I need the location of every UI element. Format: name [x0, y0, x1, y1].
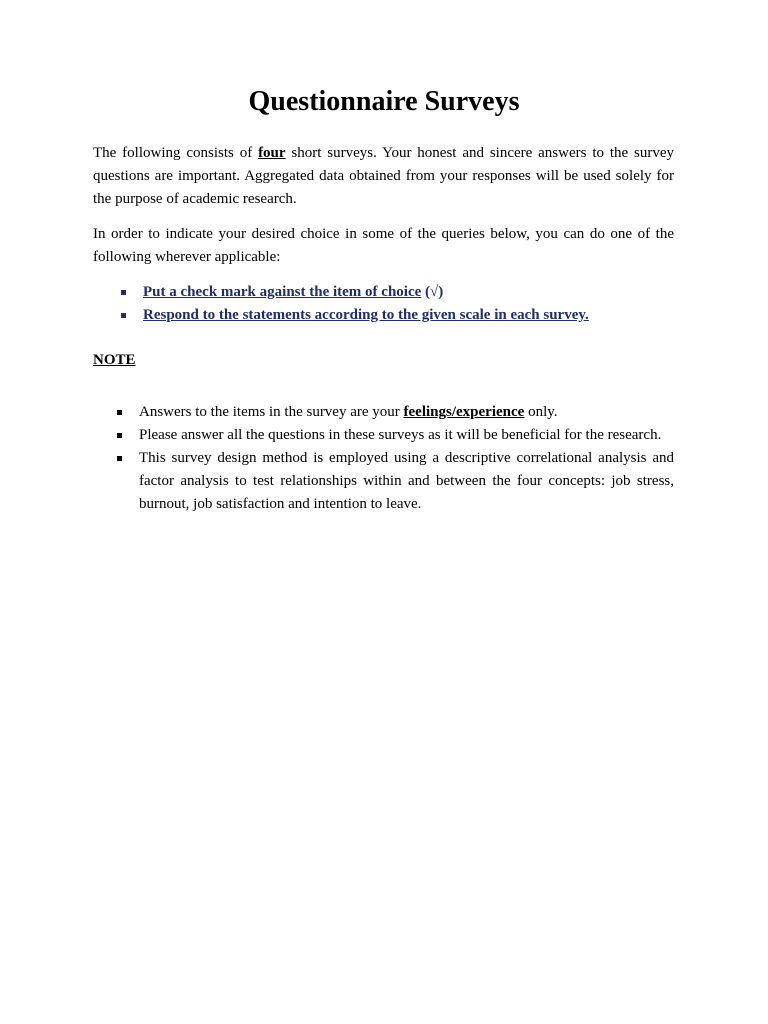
note-text: This survey design method is employed using a descriptive correlational analysis and factor analysis to test relationships within and between the four concepts: job stress, burnout, job satisfaction and intention to leave.	[139, 450, 674, 512]
instruction-text: Put a check mark against the item of choice	[143, 284, 422, 300]
square-bullet-icon	[117, 410, 122, 415]
intro-text-after: short surveys. Your honest and sincere answers to the survey questions are important. Aggregated data obtained from your responses will be used solely for the purpose of academic research.	[93, 145, 674, 207]
instruction-text: Respond to the statements according to the given scale in each survey.	[143, 307, 589, 323]
note-item	[0, 447, 674, 516]
intro-paragraph-1	[93, 142, 674, 211]
intro-text-before: The following consists of	[93, 145, 259, 161]
note-text: Please answer all the questions in these surveys as it will be beneficial for the research.	[139, 427, 662, 443]
note-list	[0, 401, 768, 516]
note-item	[0, 424, 674, 447]
square-bullet-icon	[121, 290, 126, 295]
note-item	[0, 401, 674, 424]
note-text: Answers to the items in the survey are your	[139, 404, 404, 420]
instruction-list	[0, 281, 768, 327]
note-heading: NOTE	[93, 352, 136, 368]
note-bold-text: feelings/experience	[403, 404, 525, 420]
intro-bold-four: four	[258, 145, 286, 161]
instruction-suffix: (√)	[421, 284, 444, 300]
note-text-after: only.	[524, 404, 558, 420]
instruction-item	[0, 304, 768, 327]
intro-paragraph-2: In order to indicate your desired choice in some of the queries below, you can do one of the following wherever applicable:	[93, 226, 674, 265]
instruction-item	[0, 281, 768, 304]
square-bullet-icon	[117, 456, 122, 461]
square-bullet-icon	[121, 313, 126, 318]
page-title: Questionnaire Surveys	[248, 86, 520, 117]
square-bullet-icon	[117, 433, 122, 438]
